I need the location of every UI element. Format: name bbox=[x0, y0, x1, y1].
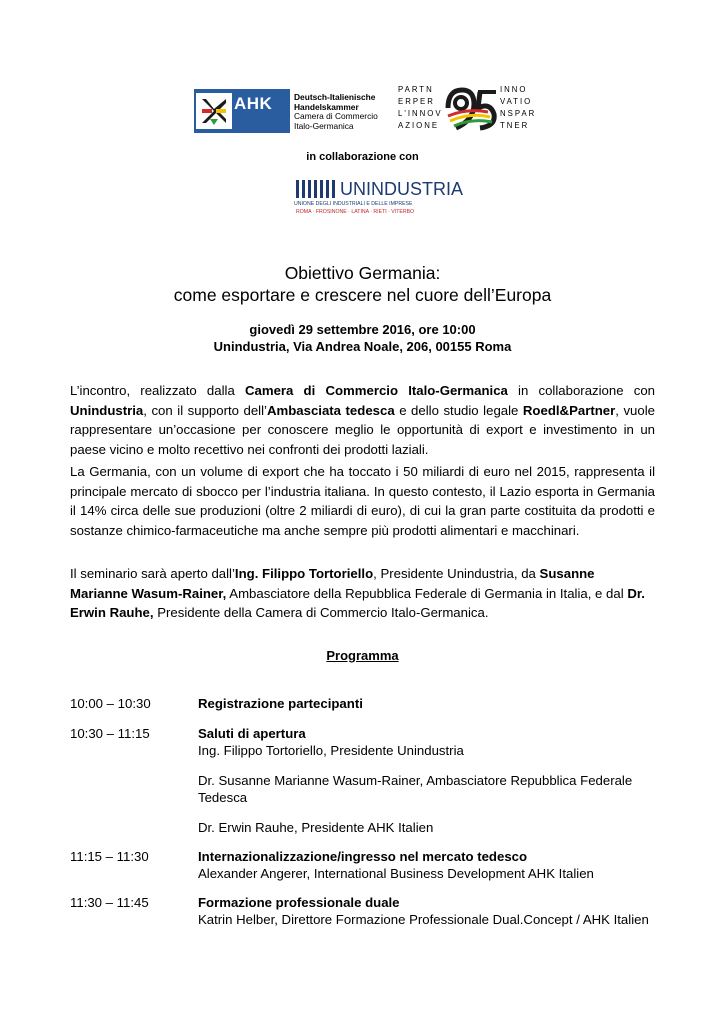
ahk-line: Deutsch-Italienische bbox=[294, 92, 376, 102]
text-run: , vuole rappresentare un’occasione per conoscere meglio le opportunità di export e investimento in un paese vicino e molto recettivo nei confronti dei prodotti laziali. bbox=[70, 402, 655, 457]
unindustria-subtitle: UNIONE DEGLI INDUSTRIALI E DELLE IMPRESE bbox=[294, 201, 413, 207]
agenda-time: 11:15 – 11:30 bbox=[70, 849, 149, 864]
text-run: , Presidente Unindustria, da bbox=[373, 566, 540, 581]
agenda-title: Registrazione partecipanti bbox=[198, 696, 363, 711]
anniversary-left-line: AZIONE bbox=[398, 121, 440, 130]
programma-heading: Programma bbox=[326, 648, 399, 663]
text-run: e dello studio legale bbox=[394, 402, 523, 418]
ahk-line: Handelskammer bbox=[294, 101, 359, 112]
ahk-logo bbox=[194, 89, 378, 135]
unindustria-wordmark: UNINDUSTRIA bbox=[340, 179, 464, 199]
ahk-line: Camera di Commercio bbox=[294, 111, 378, 122]
event-date: giovedì 29 settembre 2016, ore 10:00 bbox=[249, 322, 476, 337]
agenda-title: Internazionalizzazione/ingresso nel mercato tedesco bbox=[198, 849, 528, 864]
unindustria-cities: ROMA · FROSINONE · LATINA · RIETI · VITERBO bbox=[296, 209, 415, 215]
anniversary-95-mark-icon bbox=[444, 86, 500, 132]
agenda-speaker: Dr. Susanne Marianne Wasum-Rainer, Ambasciatore Repubblica Federale Tedesca bbox=[198, 773, 633, 805]
ahk-line: Italo-Germanica bbox=[294, 120, 354, 131]
anniversary-left-line: L'INNOV bbox=[398, 109, 443, 118]
unindustria-columns-icon bbox=[294, 178, 338, 200]
anniversary-right-text bbox=[500, 84, 536, 132]
agenda-item bbox=[198, 895, 658, 928]
agenda-title: Saluti di apertura bbox=[198, 726, 306, 741]
agenda-speaker: Alexander Angerer, International Business Development AHK Italien bbox=[198, 865, 594, 881]
agenda-time: 10:00 – 10:30 bbox=[70, 696, 151, 711]
agenda-item bbox=[198, 726, 658, 837]
intro-paragraph bbox=[70, 381, 655, 459]
anniversary-right-line: TNER bbox=[500, 121, 530, 130]
text-run: Il seminario sarà aperto dall’ bbox=[70, 566, 235, 581]
document-title-line-2: come esportare e crescere nel cuore dell’Europa bbox=[173, 285, 552, 305]
agenda-speaker: Katrin Helber, Direttore Formazione Professionale Dual.Concept / AHK Italien bbox=[198, 911, 649, 927]
text-run: Presidente della Camera di Commercio Italo-Germanica. bbox=[153, 605, 489, 620]
anniversary-left-line: PARTN bbox=[398, 85, 434, 94]
agenda-speaker: Ing. Filippo Tortoriello, Presidente Unindustria bbox=[198, 742, 464, 758]
text-run: L’incontro, realizzato dalla bbox=[70, 383, 245, 398]
ahk-logo-box bbox=[194, 89, 290, 133]
agenda-speaker: Dr. Erwin Rauhe, Presidente AHK Italien bbox=[198, 820, 434, 835]
anniversary-right-line: INNO bbox=[500, 85, 528, 94]
bold-run: Ambasciata tedesca bbox=[266, 402, 395, 418]
bold-run: Dr. Erwin Rauhe, bbox=[70, 585, 645, 620]
bold-run: Ing. Filippo Tortoriello bbox=[234, 566, 374, 581]
text-run: , con il supporto dell’ bbox=[143, 402, 267, 418]
anniversary-right-line: NSPAR bbox=[500, 109, 537, 118]
agenda-item bbox=[198, 849, 658, 882]
unindustria-logo bbox=[294, 175, 464, 221]
event-place: Unindustria, Via Andrea Noale, 206, 00155 Roma bbox=[213, 339, 512, 354]
bold-run: Unindustria bbox=[70, 402, 144, 418]
anniversary-right-line: VATIO bbox=[500, 97, 533, 106]
text-run: in collaborazione con bbox=[507, 383, 655, 398]
bold-run: Camera di Commercio Italo-Germanica bbox=[244, 383, 508, 398]
anniversary-left-text bbox=[398, 84, 443, 132]
agenda-title: Formazione professionale duale bbox=[198, 895, 400, 910]
ahk-logo-letters: AHK bbox=[234, 94, 273, 113]
collaboration-label: in collaborazione con bbox=[306, 151, 419, 163]
agenda-item bbox=[198, 696, 658, 713]
speakers-paragraph bbox=[70, 564, 655, 623]
anniversary-95-logo bbox=[398, 84, 537, 134]
context-paragraph: La Germania, con un volume di export che ha toccato i 50 miliardi di euro nel 2015, rappresenta il principale mercato di sbocco per l’industria italiana. In questo contesto, il Lazio esporta in Germania il 14% circa delle sue produzioni (oltre 2 miliardi di euro), di cui la gran parte costituita da prodotti e sostanze chimico-farmaceutiche ma anche sempre più prodotti alimentari e macchinari. bbox=[70, 464, 655, 538]
text-run: Ambasciatore della Repubblica Federale di Germania in Italia, e dal bbox=[226, 585, 628, 601]
bold-run: Susanne Marianne Wasum-Rainer, bbox=[70, 566, 595, 601]
ahk-flag-mark-icon bbox=[196, 93, 232, 129]
anniversary-left-line: ERPER bbox=[398, 97, 435, 106]
ahk-logo-text bbox=[294, 93, 384, 131]
bold-run: Roedl&Partner bbox=[522, 402, 616, 418]
agenda-time: 11:30 – 11:45 bbox=[70, 895, 149, 910]
document-title-line-1: Obiettivo Germania: bbox=[284, 263, 441, 283]
agenda-time: 10:30 – 11:15 bbox=[70, 726, 150, 741]
